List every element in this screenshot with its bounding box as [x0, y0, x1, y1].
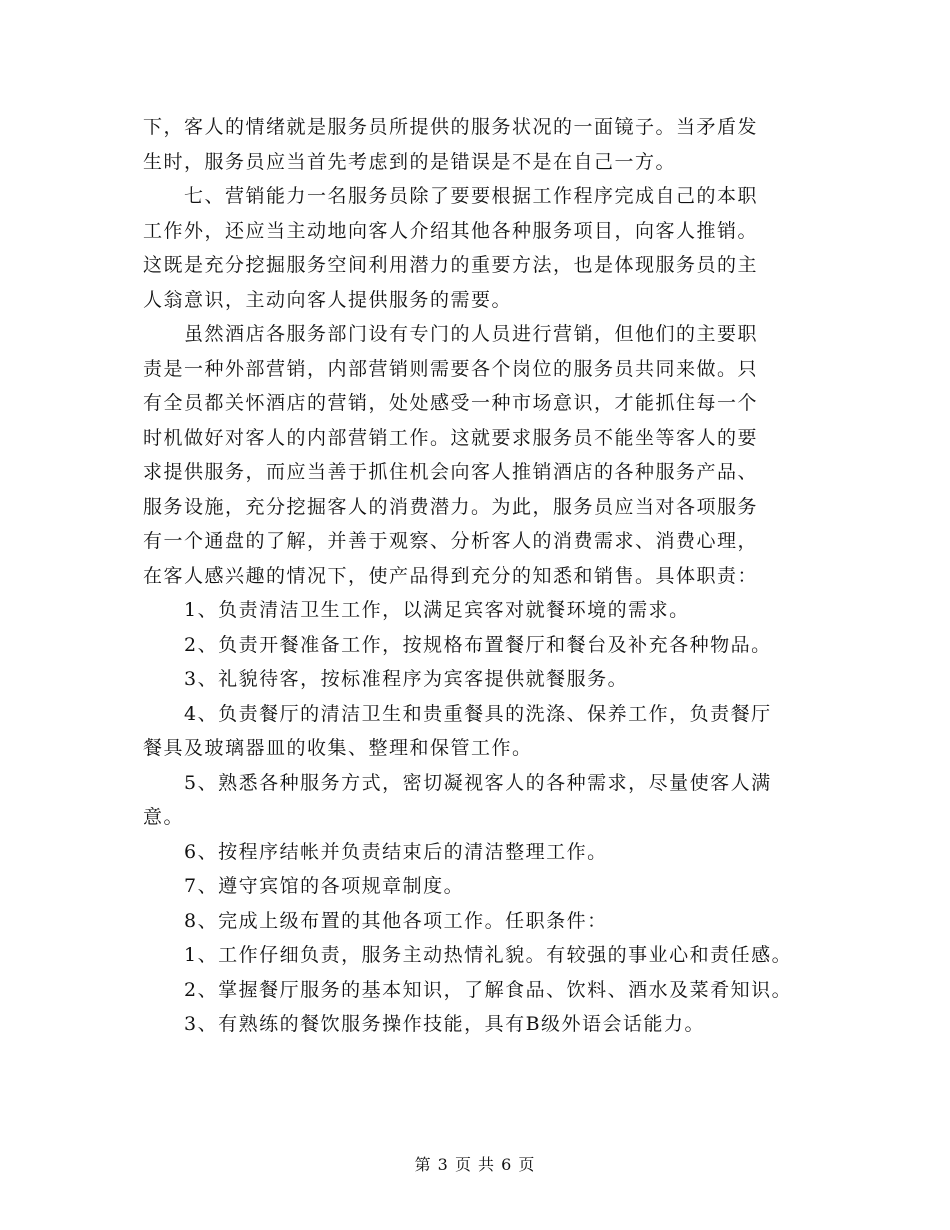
list-item: 7、遵守宾馆的各项规章制度。: [184, 875, 465, 897]
text-line: 有全员都关怀酒店的营销，处处感受一种市场意识，才能抓住每一个: [143, 392, 759, 414]
list-item: 3、有熟练的餐饮服务操作技能，具有B级外语会话能力。: [184, 1013, 706, 1035]
page-number-footer: 第 3 页 共 6 页: [414, 1155, 536, 1174]
list-item: 4、负责餐厅的清洁卫生和贵重餐具的洗涤、保养工作，负责餐厅: [184, 702, 772, 725]
text-line: 工作外，还应当主动地向客人介绍其他各种服务项目，向客人推销。: [143, 219, 759, 242]
body-text: [143, 110, 833, 1042]
text-line: 服务设施，充分挖掘客人的消费潜力。为此，服务员应当对各项服务: [143, 495, 759, 518]
text-line: 虽然酒店各服务部门设有专门的人员进行营销，但他们的主要职: [184, 323, 759, 345]
text-line: 时机做好对客人的内部营销工作。这就要求服务员不能坐等客人的要: [143, 426, 759, 449]
text-line: 有一个通盘的了解，并善于观察、分析客人的消费需求、消费心理，: [143, 530, 759, 552]
text-line: 求提供服务，而应当善于抓住机会向客人推销酒店的各种服务产品、: [143, 461, 759, 483]
list-item: 2、负责开餐准备工作，按规格布置餐厅和餐台及补充各种物品。: [184, 633, 772, 656]
text-line: 人翁意识，主动向客人提供服务的需要。: [143, 288, 513, 311]
list-item: 3、礼貌待客，按标准程序为宾客提供就餐服务。: [184, 668, 629, 690]
list-item: 6、按程序结帐并负责结束后的清洁整理工作。: [184, 840, 608, 863]
list-item: 2、掌握餐厅服务的基本知识，了解食品、饮料、酒水及菜肴知识。: [184, 978, 793, 1001]
text-line: 生时，服务员应当首先考虑到的是错误是不是在自己一方。: [143, 150, 677, 173]
list-item: 1、工作仔细负责，服务主动热情礼貌。有较强的事业心和责任感。: [184, 944, 793, 966]
text-line: 意。: [143, 806, 185, 828]
text-line: 餐具及玻璃器皿的收集、整理和保管工作。: [143, 737, 533, 759]
text-line: 这既是充分挖掘服务空间利用潜力的重要方法，也是体现服务员的主: [143, 254, 759, 276]
list-item: 5、熟悉各种服务方式，密切凝视客人的各种需求，尽量使客人满: [184, 771, 772, 794]
text-line: 七、营销能力一名服务员除了要要根据工作程序完成自己的本职: [184, 185, 759, 207]
list-item: 8、完成上级布置的其他各项工作。任职条件：: [184, 909, 608, 932]
list-item: 1、负责清洁卫生工作，以满足宾客对就餐环境的需求。: [184, 599, 690, 621]
text-line: 责是一种外部营销，内部营销则需要各个岗位的服务员共同来做。只: [143, 357, 759, 380]
text-line: 下，客人的情绪就是服务员所提供的服务状况的一面镜子。当矛盾发: [143, 116, 759, 138]
text-line: 在客人感兴趣的情况下，使产品得到充分的知悉和销售。具体职责：: [143, 564, 759, 587]
